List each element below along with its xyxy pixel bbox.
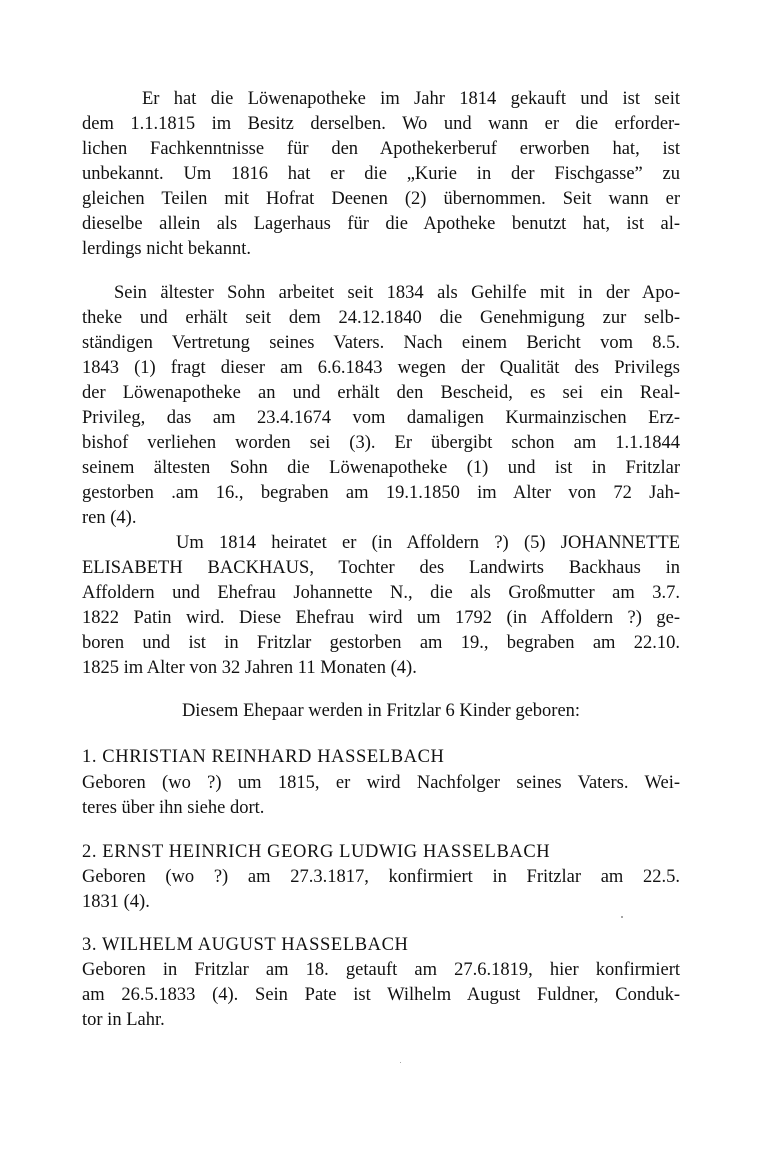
text-line: bishof verliehen worden sei (3). Er übergibt schon am 1.1.1844 (82, 433, 680, 453)
scan-speck (621, 916, 623, 918)
text-line: tor in Lahr. (82, 1010, 165, 1030)
text-line: Er hat die Löwenapotheke im Jahr 1814 gekauft und ist seit (142, 89, 680, 109)
text-line: Sein ältester Sohn arbeitet seit 1834 als Gehilfe mit in der Apo- (114, 283, 680, 303)
text-line: ELISABETH BACKHAUS, Tochter des Landwirts Backhaus in (82, 558, 680, 578)
text-line: Geboren in Fritzlar am 18. getauft am 27.6.1819, hier konfirmiert (82, 960, 680, 980)
text-line: 1825 im Alter von 32 Jahren 11 Monaten (4). (82, 658, 417, 678)
text-line: Privileg, das am 23.4.1674 vom damaligen Kurmainzischen Erz- (82, 408, 680, 428)
text-line: lichen Fachkenntnisse für den Apothekerberuf erworben hat, ist (82, 139, 680, 159)
children-intro: Diesem Ehepaar werden in Fritzlar 6 Kinder geboren: (181, 701, 581, 721)
text-line: ständigen Vertretung seines Vaters. Nach einem Bericht vom 8.5. (82, 333, 680, 353)
text-line: dem 1.1.1815 im Besitz derselben. Wo und wann er die erforder- (82, 114, 680, 134)
text-line: seinem ältesten Sohn die Löwenapotheke (1) und ist in Fritzlar (82, 458, 680, 478)
text-line: am 26.5.1833 (4). Sein Pate ist Wilhelm August Fuldner, Conduk- (82, 985, 680, 1005)
text-line: der Löwenapotheke an und erhält den Bescheid, es sei ein Real- (82, 383, 680, 403)
text-line: teres über ihn siehe dort. (82, 798, 265, 818)
text-line: 1822 Patin wird. Diese Ehefrau wird um 1792 (in Affoldern ?) ge- (82, 608, 680, 628)
text-line: Um 1814 heiratet er (in Affoldern ?) (5) JOHANNETTE (176, 533, 680, 553)
text-line: Affoldern und Ehefrau Johannette N., die als Großmutter am 3.7. (82, 583, 680, 603)
text-line: Geboren (wo ?) um 1815, er wird Nachfolger seines Vaters. Wei- (82, 773, 680, 793)
text-line: gestorben .am 16., begraben am 19.1.1850 im Alter von 72 Jah- (82, 483, 680, 503)
child-heading: 1. CHRISTIAN REINHARD HASSELBACH (82, 747, 445, 767)
text-line: unbekannt. Um 1816 hat er die „Kurie in der Fischgasse” zu (82, 164, 680, 184)
child-heading: 3. WILHELM AUGUST HASSELBACH (82, 935, 409, 955)
text-line: ren (4). (82, 508, 137, 528)
text-line: Geboren (wo ?) am 27.3.1817, konfirmiert in Fritzlar am 22.5. (82, 867, 680, 887)
text-line: gleichen Teilen mit Hofrat Deenen (2) übernommen. Seit wann er (82, 189, 680, 209)
text-line: boren und ist in Fritzlar gestorben am 19., begraben am 22.10. (82, 633, 680, 653)
scan-speck (400, 1062, 401, 1063)
text-line: 1843 (1) fragt dieser am 6.6.1843 wegen der Qualität des Privilegs (82, 358, 680, 378)
child-heading: 2. ERNST HEINRICH GEORG LUDWIG HASSELBACH (82, 842, 551, 862)
text-line: lerdings nicht bekannt. (82, 239, 252, 259)
text-line: theke und erhält seit dem 24.12.1840 die Genehmigung zur selb- (82, 308, 680, 328)
text-line: 1831 (4). (82, 892, 150, 912)
text-line: dieselbe allein als Lagerhaus für die Apotheke benutzt hat, ist al- (82, 214, 680, 234)
